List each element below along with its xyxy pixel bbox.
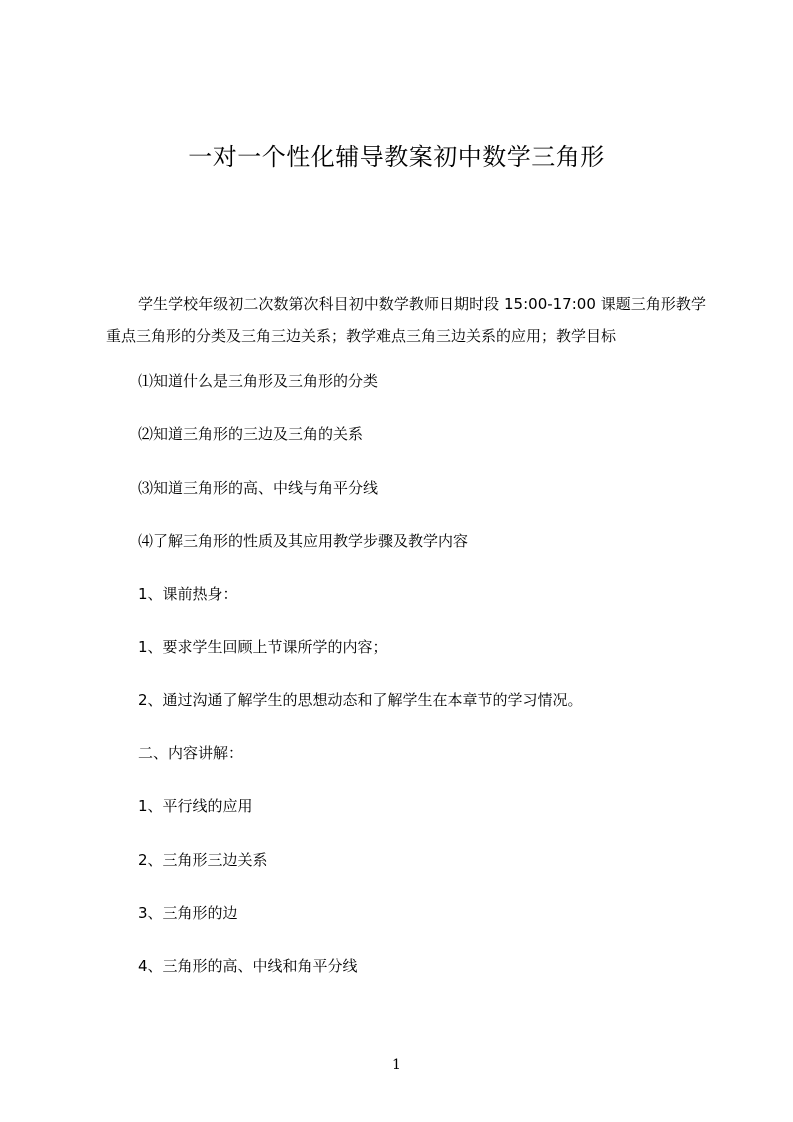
document-title: 一对一个性化辅导教案初中数学三角形 <box>188 143 605 171</box>
intro-paragraph: 学生学校年级初二次数第次科目初中数学教师日期时段 15:00-17:00 课题三角形教学重点三角形的分类及三角三边关系；教学难点三角三边关系的应用；教学目标 <box>106 295 706 345</box>
goal-1: ⑴知道什么是三角形及三角形的分类 <box>138 372 379 390</box>
goal-3: ⑶知道三角形的高、中线与角平分线 <box>138 479 379 497</box>
content-item-3: 3、三角形的边 <box>138 904 238 922</box>
warmup-item-2: 2、通过沟通了解学生的思想动态和了解学生在本章节的学习情况。 <box>138 691 583 709</box>
content-heading: 二、内容讲解： <box>138 744 244 762</box>
goal-2: ⑵知道三角形的三边及三角的关系 <box>138 425 364 443</box>
warmup-item-1: 1、要求学生回顾上节课所学的内容； <box>138 638 388 656</box>
content-item-2: 2、三角形三边关系 <box>138 851 268 869</box>
page-number: 1 <box>392 1057 401 1073</box>
warmup-heading: 1、课前热身： <box>138 585 238 603</box>
goal-4: ⑷了解三角形的性质及其应用教学步骤及教学内容 <box>138 532 469 550</box>
content-item-4: 4、三角形的高、中线和角平分线 <box>138 957 358 975</box>
content-item-1: 1、平行线的应用 <box>138 797 253 815</box>
